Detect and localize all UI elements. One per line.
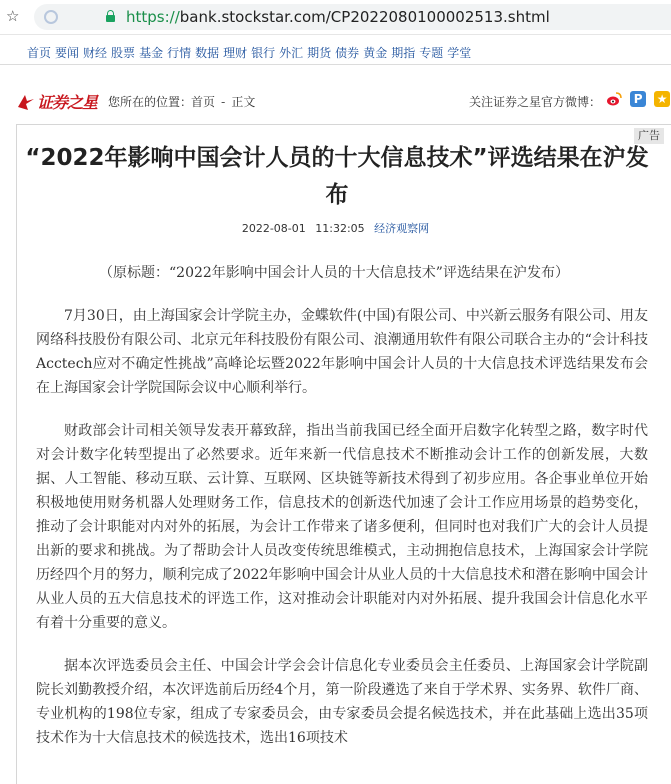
url-text[interactable]: https://bank.stockstar.com/CP2022080100002513.shtml — [126, 8, 550, 26]
location-bar — [0, 82, 671, 118]
article-title: “2022年影响中国会计人员的十大信息技术”评选结果在沪发布 — [25, 145, 649, 208]
weibo-icon[interactable] — [606, 91, 622, 107]
nav-item[interactable]: 期货 — [307, 46, 332, 60]
nav-item[interactable]: 外汇 — [279, 46, 304, 60]
breadcrumb-home[interactable]: 首页 — [191, 95, 216, 109]
nav-item[interactable]: 理财 — [223, 46, 248, 60]
lock-icon[interactable] — [106, 15, 115, 22]
breadcrumb-current: 正文 — [231, 95, 256, 109]
browser-toolbar — [0, 0, 671, 35]
site-info-icon[interactable] — [44, 10, 58, 24]
nav-item[interactable]: 银行 — [251, 46, 276, 60]
article-paragraph: 据本次评选委员会主任、中国会计学会会计信息化专业委员会主任委员、上海国家会计学院副院长刘勤教授介绍，本次评选前后历经4个月，第一阶段遴选了来自于学术界、实务界、软件厂商、专业机构的198位专家，组成了专家委员会，由专家委员会提名候选技术，并在此基础上选出35项技术作为十大信息技术的候选技术，选出16项技术 — [36, 658, 648, 746]
article-body — [36, 261, 648, 769]
social-icons — [603, 91, 670, 110]
article-paragraph: 7月30日，由上海国家会计学院主办，金蝶软件(中国)有限公司、中兴新云服务有限公司、用友网络科技股份有限公司、北京元年科技股份有限公司、浪潮通用软件有限公司联合主办的“会计科技Acctech应对不确定性挑战”高峰论坛暨2022年影响中国会计人员的十大信息技术评选结果发布会在上海国家会计学院国际会议中心顺利举行。 — [36, 308, 648, 396]
breadcrumb-separator: - — [221, 95, 226, 109]
nav-item[interactable]: 股票 — [111, 46, 136, 60]
nav-item[interactable]: 行情 — [167, 46, 192, 60]
article-time: 11:32:05 — [315, 222, 365, 235]
article-paragraph: 财政部会计司相关领导发表开幕致辞，指出当前我国已经全面开启数字化转型之路，数字时代对会计数字化转型提出了必然要求。近年来新一代信息技术不断推动会计工作的创新发展，大数据、人工智能、移动互联、云计算、互联网、区块链等新技术得到了初步应用。各企事业单位开始积极地使用财务机器人处理财务工作，信息技术的创新迭代加速了会计工作应用场景的趋势变化，推动了会计职能对内对外的拓展，为会计工作带来了诸多便利，但同时也对我们广大的会计人员提出新的要求和挑战。为了帮助会计人员改变传统思维模式，主动拥抱信息技术，上海国家会计学院历经四个月的努力，顺利完成了2022年影响中国会计从业人员的十大信息技术和潜在影响中国会计从业人员的五大信息技术的评选工作，这对推动会计职能对内对外拓展、提升我国会计信息化水平有着十分重要的意义。 — [36, 423, 648, 631]
logo-star-icon — [16, 93, 36, 111]
nav-item[interactable]: 债券 — [335, 46, 360, 60]
nav-item[interactable]: 要闻 — [55, 46, 80, 60]
nav-item[interactable]: 财经 — [83, 46, 108, 60]
nav-item[interactable]: 期指 — [391, 46, 416, 60]
channel-nav — [0, 38, 671, 65]
nav-item[interactable]: 黄金 — [363, 46, 388, 60]
article-paragraph-original-title: （原标题：“2022年影响中国会计人员的十大信息技术”评选结果在沪发布） — [99, 265, 569, 281]
nav-item[interactable]: 学堂 — [447, 46, 472, 60]
breadcrumb — [191, 93, 255, 110]
favorite-star-icon[interactable]: ★ — [654, 91, 670, 107]
follow-weibo-label: 关注证券之星官方微博： — [469, 95, 602, 109]
location-label: 您所在的位置： — [108, 95, 193, 109]
nav-items — [27, 42, 475, 62]
address-bar[interactable] — [34, 4, 671, 30]
site-logo[interactable]: 证券之星 — [16, 90, 97, 112]
nav-item[interactable]: 专题 — [419, 46, 444, 60]
ad-tag[interactable]: 广告 — [634, 128, 664, 144]
bookmark-star-icon[interactable]: ☆ — [6, 7, 20, 25]
article-meta — [0, 220, 671, 236]
nav-item[interactable]: 数据 — [195, 46, 220, 60]
article-source[interactable]: 经济观察网 — [374, 222, 430, 235]
nav-item[interactable]: 基金 — [139, 46, 164, 60]
nav-item[interactable]: 首页 — [27, 46, 52, 60]
article-date: 2022-08-01 — [241, 222, 306, 235]
qq-weibo-icon[interactable]: P — [630, 91, 646, 107]
